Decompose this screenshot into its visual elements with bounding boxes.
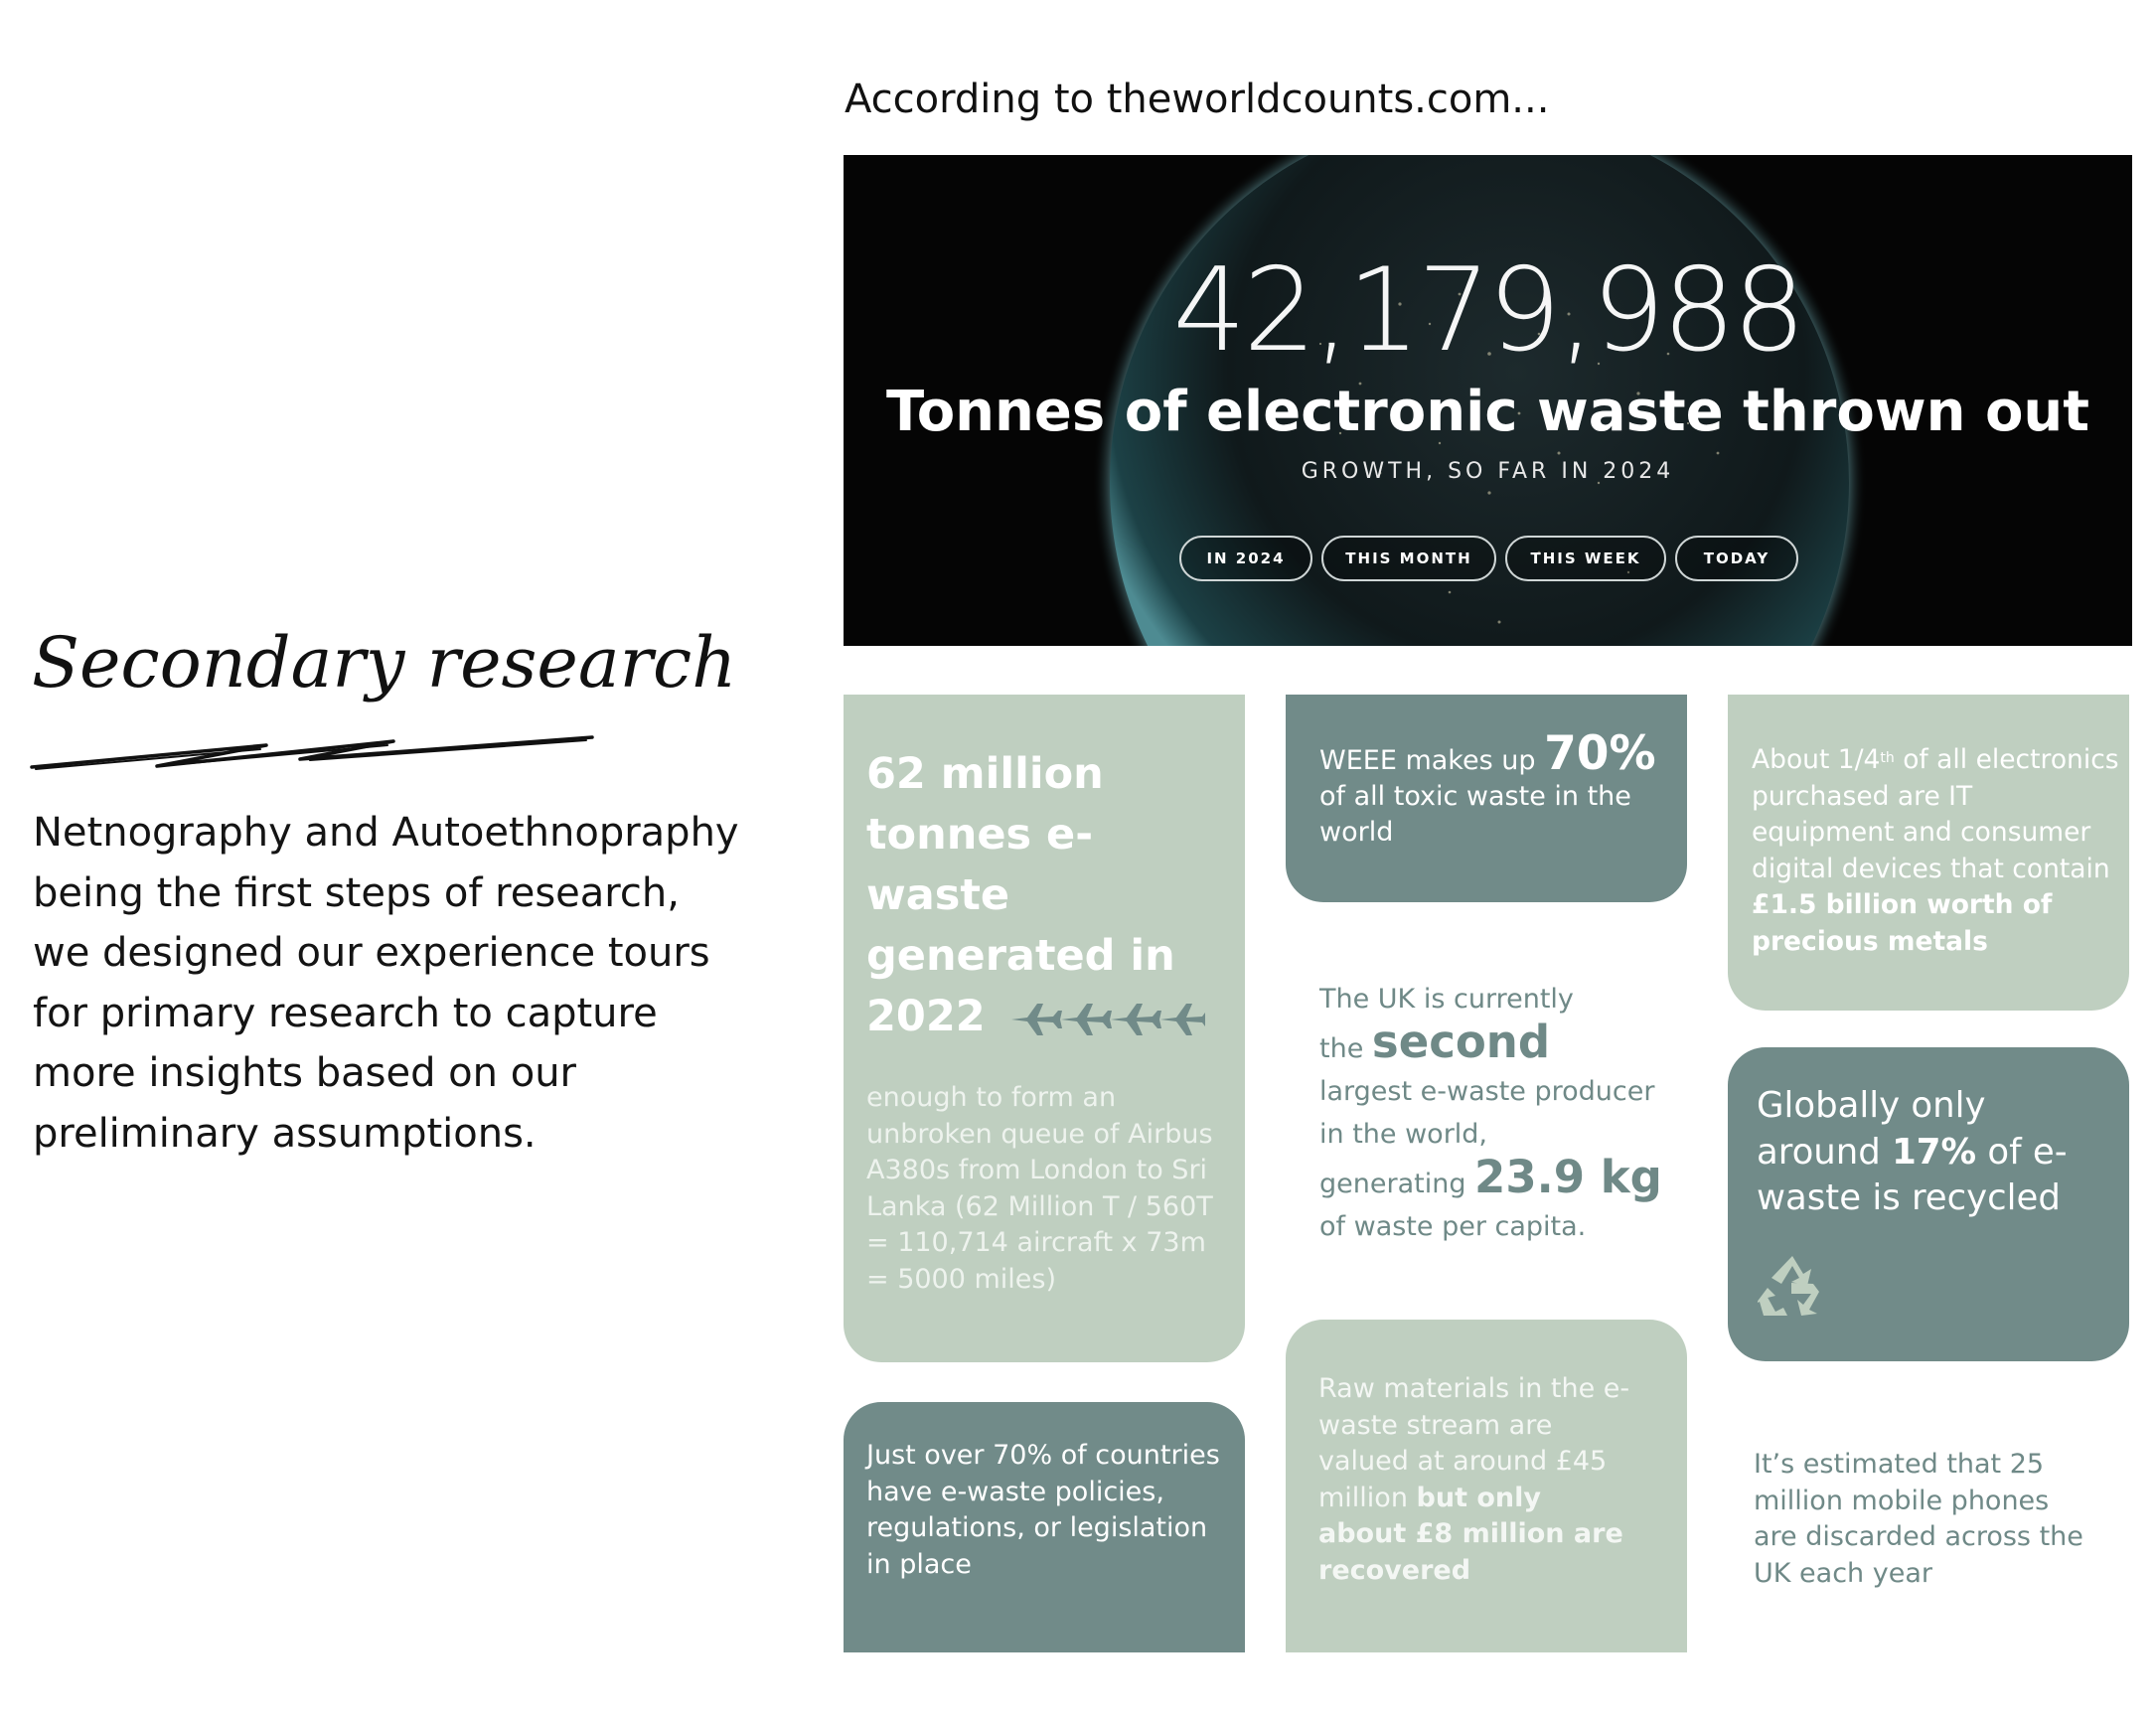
hero-headline: Tonnes of electronic waste thrown out (885, 380, 2090, 444)
tab-this-month[interactable]: THIS MONTH (1321, 536, 1496, 581)
hero-banner (844, 155, 2132, 646)
uk-rank: second (1371, 1016, 1551, 1068)
hero-subheading: GROWTH, SO FAR IN 2024 (1301, 459, 1675, 484)
uk-second-largest: The UK is currently the second largest e-waste producer in the world, generating 23.9 kg of waste per capita. (1319, 984, 1662, 1242)
card-policies (844, 1402, 1245, 1652)
mobile-phones-fact: It’s estimated that 25 million mobile phones are discarded across the UK each year (1754, 1449, 2083, 1589)
card-weee (1286, 695, 1687, 902)
secondary-research-body: Netnography and Autoethnopraphy being the first steps of research, we designed our experience tours for primary research to capture more insights based on our preliminary assumptions. (33, 810, 739, 1157)
card-62-million-body: enough to form an unbroken queue of Airbus A380s from London to Sri Lanka (62 Million T / 560T = 110,714 aircraft x 73m = 5000 miles) (866, 1082, 1213, 1295)
source-intro: According to theworldcounts.com... (845, 77, 1550, 122)
tab-today[interactable]: TODAY (1675, 536, 1798, 581)
e-waste-counter: 42,179,988 (1172, 243, 1803, 378)
recycle-icon (1758, 1252, 1827, 1320)
card-recycled (1728, 1047, 2129, 1361)
tab-this-week[interactable]: THIS WEEK (1505, 536, 1666, 581)
uk-kg-stat: 23.9 kg (1474, 1151, 1662, 1203)
card-raw-materials-text: Raw materials in the e-waste stream are valued at around £45 million but only about £8 million are recovered (1318, 1373, 1630, 1586)
secondary-research-title: Secondary research (32, 622, 737, 704)
period-tabs (1179, 536, 1798, 581)
card-62-million (844, 695, 1245, 1362)
card-precious-metals-text: About 1/4th of all electronics purchased are IT equipment and consumer digital devices that contain £1.5 billion worth of precious metals (1752, 744, 2119, 957)
zigzag-underline (30, 725, 596, 775)
card-raw-materials (1286, 1320, 1687, 1652)
tab-in-2024[interactable]: IN 2024 (1179, 536, 1312, 581)
card-policies-text: Just over 70% of countries have e-waste policies, regulations, or legislation in place (866, 1440, 1220, 1580)
weee-stat: 70% (1544, 726, 1656, 781)
airplane-icon (1007, 998, 1206, 1041)
card-62-million-headline: 62 million tonnes e-waste generated in 2022 (866, 744, 1234, 1047)
card-recycled-text: Globally only around 17% of e-waste is recycled (1757, 1085, 2068, 1218)
card-weee-text: WEEE makes up 70% of all toxic waste in the world (1319, 726, 1656, 848)
card-precious-metals (1728, 695, 2129, 1011)
